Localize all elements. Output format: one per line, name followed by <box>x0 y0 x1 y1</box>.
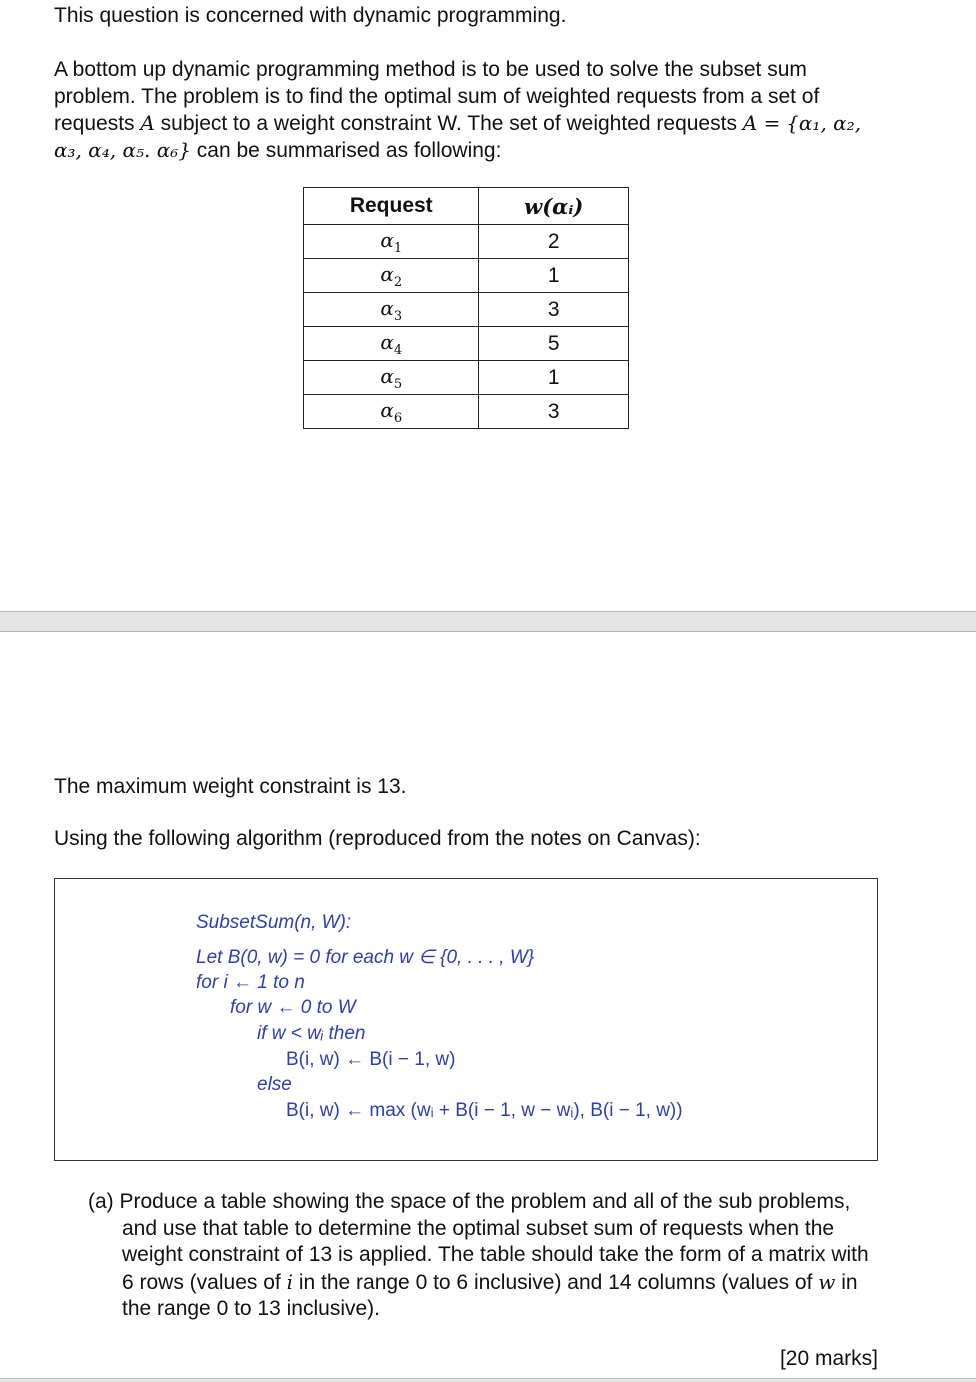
algo-line-for-w: for w ← 0 to W <box>230 997 356 1018</box>
algorithm-intro-text: Using the following algorithm (reproduced from the notes on Canvas): <box>54 827 701 850</box>
set-symbol-a-2: A <box>742 111 758 135</box>
weight-cell: 3 <box>479 293 629 327</box>
page-break-divider <box>0 611 976 632</box>
var-w: w <box>818 1269 836 1294</box>
set-symbol-a: A <box>140 111 155 135</box>
bottom-page-edge <box>0 1378 976 1382</box>
problem-description <box>54 56 894 164</box>
var-i: i <box>286 1269 293 1294</box>
table-row <box>304 327 629 361</box>
table-row <box>304 395 629 429</box>
marks-label: [20 marks] <box>779 1347 878 1370</box>
algo-line-if: if w < wᵢ then <box>257 1023 366 1044</box>
request-weight-table <box>303 187 629 429</box>
algorithm-box <box>54 878 878 1161</box>
weight-cell: 2 <box>479 225 629 259</box>
problem-text-part3: can be summarised as following: <box>190 139 502 162</box>
table-row <box>304 259 629 293</box>
request-cell: $\alpha_5$ <box>304 361 479 395</box>
weight-cell: 1 <box>479 361 629 395</box>
header-request: Request <box>304 188 479 225</box>
algo-line-init: Let B(0, w) = 0 for each w ∈ {0, . . . , W} <box>196 947 535 968</box>
problem-text-part2: subject to a weight constraint W. The set of weighted requests <box>154 112 743 135</box>
request-cell: $\alpha_2$ <box>304 259 479 293</box>
algo-line-assign-skip: B(i, w) ← B(i − 1, w) <box>286 1049 456 1070</box>
algo-line-assign-max: B(i, w) ← max (wᵢ + B(i − 1, w − wᵢ), B(i − 1, w)) <box>286 1100 683 1121</box>
set-expression: {α₁, α₂, α₃, α₄, α₅. α₆} <box>54 111 862 162</box>
intro-text: This question is concerned with dynamic programming. <box>54 4 567 27</box>
table-header-row <box>304 188 629 225</box>
request-cell: $\alpha_4$ <box>304 327 479 361</box>
table-row <box>304 361 629 395</box>
algo-line-for-i: for i ← 1 to n <box>196 972 305 993</box>
request-cell: $\alpha_1$ <box>304 225 479 259</box>
problem-text-part1: A bottom up dynamic programming method is to be used to solve the subset sum problem. The problem is to find the optimal sum of weighted requests from a set of requests <box>54 58 820 135</box>
question-a-label: (a) <box>88 1190 114 1213</box>
weight-cell: 5 <box>479 327 629 361</box>
algo-line-else: else <box>257 1074 292 1095</box>
request-cell: $\alpha_6$ <box>304 395 479 429</box>
equals-sign: = <box>757 111 781 135</box>
weight-cell: 3 <box>479 395 629 429</box>
table-row <box>304 225 629 259</box>
header-weight: w(αᵢ) <box>479 188 629 225</box>
table-row <box>304 293 629 327</box>
constraint-text: The maximum weight constraint is 13. <box>54 775 407 798</box>
weight-cell: 1 <box>479 259 629 293</box>
algo-line-signature: SubsetSum(n, W): <box>196 912 352 933</box>
question-a: (a) Produce a table showing the space of the problem and all of the sub problems, and use that table to determine the optimal subset sum of requests when the weight constraint of 13 is applied. The table should take the form of a matrix with 6 rows (values of i in the range 0 to 6 inclusive) and 14 columns (values of w in the range 0 to 13 inclusive). <box>88 1190 869 1320</box>
request-cell: $\alpha_3$ <box>304 293 479 327</box>
